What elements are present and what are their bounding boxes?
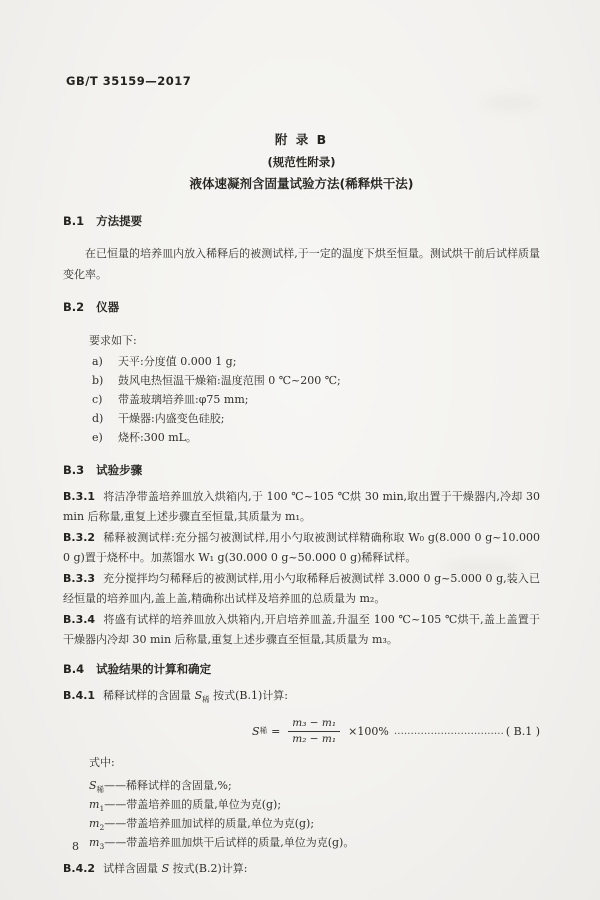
document-content — [63, 0, 540, 879]
variable-symbol: m — [89, 835, 100, 849]
clause-b42 — [63, 859, 540, 880]
list-item-label: c) — [92, 392, 103, 406]
variable-symbol: S — [161, 861, 170, 875]
step-number: B.3.3 — [63, 571, 96, 585]
paragraph-b1-body: 在已恒量的培养皿内放入稀释后的被测试样,于一定的温度下烘至恒量。测试烘干前后试样质量变化率。 — [63, 247, 540, 281]
clause-text: 按式(B.2)计算: — [169, 861, 248, 875]
definition-row — [89, 833, 540, 852]
list-item-label: d) — [92, 412, 104, 426]
variable-subscript: 稀 — [96, 784, 105, 794]
list-item — [63, 409, 540, 428]
equipment-list — [63, 352, 540, 448]
step-paragraph — [63, 569, 540, 610]
equation-leader — [389, 725, 540, 738]
fraction-numerator: m₃ − m₁ — [288, 717, 340, 732]
step-number: B.3.1 — [63, 489, 96, 503]
section-heading-b3 — [63, 460, 540, 480]
standard-number-header: GB/T 35159—2017 — [66, 74, 192, 88]
clause-number: B.4.2 — [63, 861, 96, 875]
step-paragraph — [63, 610, 540, 651]
section-title: 方法提要 — [96, 214, 143, 228]
list-item-label: b) — [92, 373, 104, 387]
list-item — [63, 428, 540, 447]
section-heading-b2 — [63, 297, 540, 317]
variable-subscript: 3 — [99, 841, 105, 851]
step-text: 将盛有试样的培养皿放入烘箱内,开启培养皿盖,升温至 100 ℃~105 ℃烘干,盖上盖置于干燥器内冷却 30 min 后称量,重复上述步骤直至恒量,其质量为 m₃。 — [63, 612, 540, 647]
formula-factor: ×100% — [348, 724, 389, 738]
appendix-name: 液体速凝剂含固量试验方法(稀释烘干法) — [189, 176, 414, 191]
list-item — [63, 352, 540, 371]
list-item-text: 鼓风电热恒温干燥箱:温度范围 0 ℃~200 ℃; — [118, 373, 341, 387]
list-item-text: 带盖玻璃培养皿:φ75 mm; — [118, 392, 249, 406]
definition-row — [89, 795, 540, 814]
page-number: 8 — [72, 840, 79, 853]
list-item-text: 烧杯:300 mL。 — [118, 431, 197, 445]
list-item-label: a) — [92, 354, 103, 368]
clause-text: 按式(B.1)计算: — [209, 688, 288, 702]
definition-text: ——带盖培养皿的质量,单位为克(g); — [104, 797, 282, 811]
step-text: 充分搅拌均匀稀释后的被测试样,用小勺取稀释后被测试样 3.000 0 g~5.000 0 g,装入已经恒量的培养皿内,盖上盖,精确称出试样及培养皿的总质量为 m₂。 — [63, 571, 540, 606]
formula-expression: S 稀 = $\frac{\text{m₃ − m₁}}{\text{m₂ − m₁}}$ ×100% — [252, 716, 389, 745]
variable-symbol: S — [194, 688, 203, 702]
where-label: 式中: — [89, 756, 115, 770]
paragraph-b2-intro: 要求如下: — [89, 334, 137, 347]
section-heading-b4 — [63, 659, 540, 679]
definition-text: ——带盖培养皿加烘干后试样的质量,单位为克(g)。 — [104, 835, 355, 849]
step-text: 稀释被测试样:充分摇匀被测试样,用小勺取被测试样精确称取 W₀ g(8.000 0 g~10.000 0 g)置于烧杯中。加蒸馏水 W₁ g(30.000 0 g~50.000 0 g)稀释试样。 — [63, 530, 540, 565]
clause-b41 — [63, 686, 540, 707]
clause-number: B.4.1 — [63, 688, 96, 702]
variable-symbol: m — [89, 797, 100, 811]
list-item — [63, 390, 540, 409]
section-number: B.1 — [63, 214, 85, 228]
symbol-definition-list — [63, 776, 540, 852]
definition-text: ——稀释试样的含固量,%; — [104, 778, 232, 792]
list-item — [63, 371, 540, 390]
dot-leader: …………………………… — [393, 725, 504, 737]
clause-text: 稀释试样的含固量 — [103, 688, 195, 702]
section-title: 试验步骤 — [96, 462, 143, 477]
step-text: 将洁净带盖培养皿放入烘箱内,于 100 ℃~105 ℃烘 30 min,取出置于干燥器内,冷却 30 min 后称量,重复上述步骤直至恒量,其质量为 m₁。 — [63, 489, 540, 524]
formula-lhs: S — [252, 724, 260, 738]
section-number: B.3 — [63, 462, 85, 477]
step-number: B.3.2 — [63, 530, 96, 544]
definition-row — [89, 776, 540, 795]
equals-sign: = — [271, 724, 281, 738]
section-heading-b1 — [63, 211, 540, 231]
definition-text: ——带盖培养皿加试样的质量,单位为克(g); — [104, 816, 315, 830]
list-item-label: e) — [92, 431, 103, 445]
appendix-label: 附 录 B — [274, 132, 329, 147]
fraction — [288, 717, 340, 746]
list-item-text: 干燥器:内盛变色硅胶; — [118, 412, 225, 426]
variable-subscript: 1 — [99, 803, 105, 813]
section-title: 试验结果的计算和确定 — [96, 661, 212, 676]
equation-b1 — [63, 712, 540, 750]
variable-symbol: m — [89, 816, 100, 830]
list-item-text: 天平:分度值 0.000 1 g; — [118, 354, 237, 368]
appendix-type-note: (规范性附录) — [267, 155, 336, 169]
step-paragraph — [63, 487, 540, 528]
section-number: B.2 — [63, 300, 85, 314]
step-paragraph — [63, 528, 540, 569]
variable-subscript: 稀 — [202, 694, 210, 704]
definition-row — [89, 814, 540, 833]
appendix-title-block — [63, 128, 540, 195]
clause-text: 试样含固量 — [103, 861, 162, 875]
section-number: B.4 — [63, 661, 85, 676]
step-number: B.3.4 — [63, 612, 96, 626]
variable-symbol: S — [89, 778, 97, 792]
equation-label: ( B.1 ) — [505, 724, 540, 738]
fraction-denominator: m₂ − m₁ — [292, 732, 337, 745]
section-title: 仪器 — [96, 300, 120, 314]
variable-subscript: 2 — [99, 822, 105, 832]
